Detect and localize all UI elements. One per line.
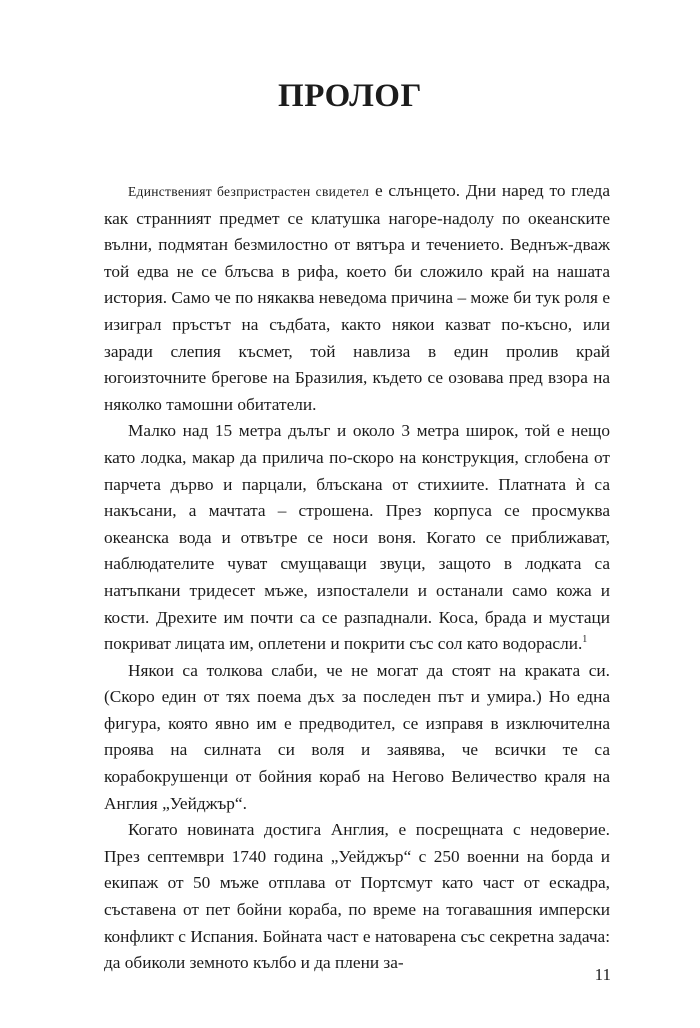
chapter-title: ПРОЛОГ: [278, 78, 422, 114]
paragraph-text: Когато новината достига Англия, е посрещната с недоверие. През септември 1740 година „Уейджър“ с 250 военни на борда и екипаж от 50 мъже отплава от Портсмут като част от ескадра, съставена от пет бойни кораба, по време на тогавашния имперски конфликт с Испания. Бойната част е натоварена със секретна задача: да обиколи земното кълбо и да плени за-: [104, 820, 610, 973]
paragraph: [104, 817, 610, 977]
paragraph-text: Малко над 15 метра дълъг и около 3 метра широк, той е нещо като лодка, макар да прилича по-скоро на конструкция, сглобена от парчета дърво и парцали, блъскана от стихиите. Платната ѝ са накъсани, а мачтата – строшена. През корпуса се просмуква океанска вода и отвътре се носи воня. Когато се приближават, наблюдателите чуват смущаващи звуци, защото в лодката са натъпкани тридесет мъже, изпосталели и останали само кожа и кости. Дрехите им почти са се разпаднали. Коса, брада и мустаци покриват лицата им, оплетени и покрити със сол като водорасли.: [104, 421, 610, 654]
smallcaps-lead: Единственият безпристрастен свидетел: [128, 184, 370, 199]
paragraph: [104, 658, 610, 818]
body-text: [104, 178, 610, 977]
page-number: 11: [594, 965, 611, 984]
paragraph: [104, 418, 610, 657]
footnote-marker: 1: [582, 634, 588, 646]
paragraph-text: Някои са толкова слаби, че не могат да стоят на краката си. (Скоро един от тях поема дъх за последен път и умира.) Но една фигура, която явно им е предводител, се изправя в изключителна проява на силната си воля и заявява, че всички те са корабокрушенци от бойния кораб на Негово Величество краля на Англия „Уейджър“.: [104, 660, 610, 813]
paragraph-text: е слънцето. Дни наред то гледа как странният предмет се клатушка нагоре-надолу по океанските вълни, подмятан безмилостно от вятъра и течението. Веднъж-дваж той едва не се блъсва в рифа, което би сложило край на нашата история. Само че по някаква неведома причина – може би тук роля е изиграл пръстът на съдбата, както някои казват по-късно, или заради слепия късмет, той навлиза в един пролив край югоизточните брегове на Бразилия, където се озовава пред взора на няколко тамошни обитатели.: [104, 181, 611, 414]
paragraph: [104, 178, 610, 418]
